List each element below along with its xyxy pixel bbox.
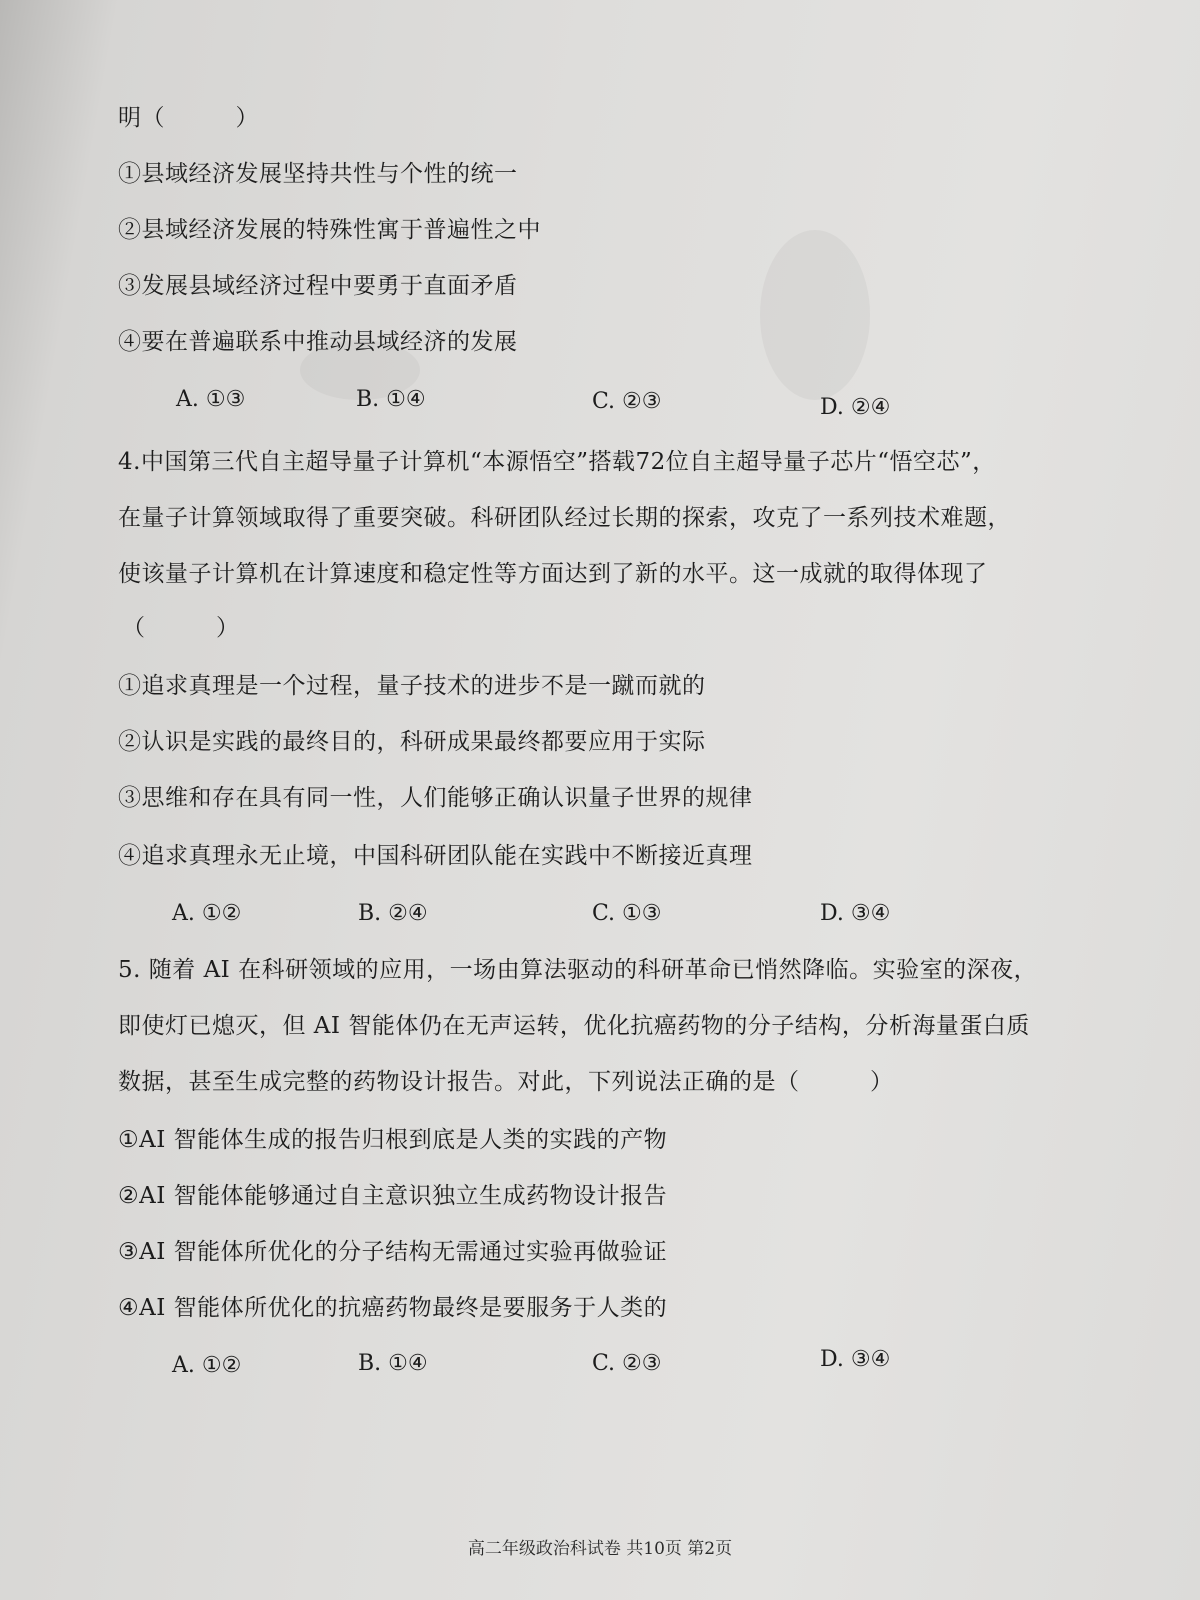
q5-choice-c: C. ②③ <box>592 1351 662 1376</box>
q4-option-1: ①追求真理是一个过程，量子技术的进步不是一蹴而就的 <box>118 673 706 699</box>
bleed-through-illustration <box>760 230 870 400</box>
q3-stem-tail: 明（ ） <box>118 105 259 131</box>
q3-choice-b: B. ①④ <box>356 387 426 412</box>
q4-choice-a: A. ①② <box>172 901 242 926</box>
q5-option-2: ②AI 智能体能够通过自主意识独立生成药物设计报告 <box>118 1183 668 1209</box>
q4-option-4: ④追求真理永无止境，中国科研团队能在实践中不断接近真理 <box>118 843 753 869</box>
q3-option-4: ④要在普遍联系中推动县域经济的发展 <box>118 329 518 355</box>
q5-choice-b: B. ①④ <box>358 1351 428 1376</box>
q3-option-1: ①县域经济发展坚持共性与个性的统一 <box>118 161 518 187</box>
q4-option-3: ③思维和存在具有同一性，人们能够正确认识量子世界的规律 <box>118 785 753 811</box>
q5-option-1: ①AI 智能体生成的报告归根到底是人类的实践的产物 <box>118 1127 668 1153</box>
q5-choice-d: D. ③④ <box>820 1347 891 1372</box>
q5-option-3: ③AI 智能体所优化的分子结构无需通过实验再做验证 <box>118 1239 668 1265</box>
q4-answer-paren: （ ） <box>122 615 240 641</box>
page-footer: 高二年级政治科试卷 共10页 第2页 <box>467 1539 733 1559</box>
q4-choice-d: D. ③④ <box>820 901 891 926</box>
q4-choice-b: B. ②④ <box>358 901 428 926</box>
q5-stem-line-1: 5. 随着 AI 在科研领域的应用，一场由算法驱动的科研革命已悄然降临。实验室的深夜， <box>118 957 1038 983</box>
q3-option-2: ②县域经济发展的特殊性寓于普遍性之中 <box>118 217 541 243</box>
q4-choice-c: C. ①③ <box>592 901 662 926</box>
q5-stem-line-3: 数据，甚至生成完整的药物设计报告。对此，下列说法正确的是（ ） <box>118 1069 894 1095</box>
q3-choice-a: A. ①③ <box>176 387 246 412</box>
q4-stem-line-1: 4.中国第三代自主超导量子计算机“本源悟空”搭载72位自主超导量子芯片“悟空芯”， <box>118 449 996 475</box>
q4-stem-line-3: 使该量子计算机在计算速度和稳定性等方面达到了新的水平。这一成就的取得体现了 <box>118 561 988 587</box>
q4-option-2: ②认识是实践的最终目的，科研成果最终都要应用于实际 <box>118 729 706 755</box>
q5-stem-line-2: 即使灯已熄灭，但 AI 智能体仍在无声运转，优化抗癌药物的分子结构，分析海量蛋白质 <box>118 1013 1030 1039</box>
q5-choice-a: A. ①② <box>172 1353 242 1378</box>
q3-option-3: ③发展县域经济过程中要勇于直面矛盾 <box>118 273 518 299</box>
q3-choice-c: C. ②③ <box>592 389 662 414</box>
q5-option-4: ④AI 智能体所优化的抗癌药物最终是要服务于人类的 <box>118 1295 668 1321</box>
q4-stem-line-2: 在量子计算领域取得了重要突破。科研团队经过长期的探索，攻克了一系列技术难题， <box>118 505 1011 531</box>
q3-choice-d: D. ②④ <box>820 395 891 420</box>
